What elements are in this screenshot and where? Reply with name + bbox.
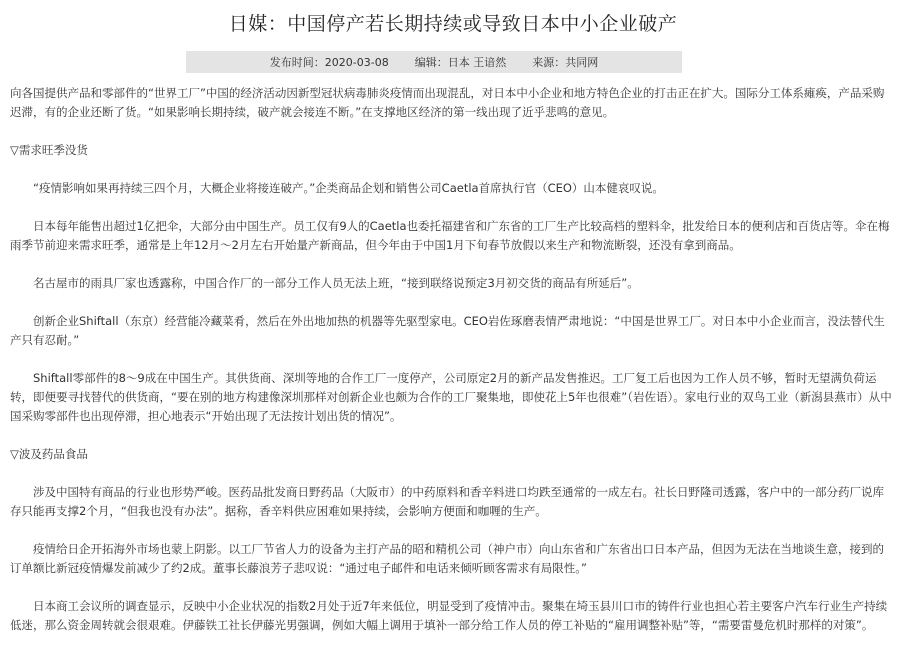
section-heading-demand: ▽需求旺季没货 (10, 143, 88, 157)
paragraph: 涉及中国特有商品的行业也形势严峻。医药品批发商日野药品（大阪市）的中药原料和香辛料进口均跌至通常的一成左右。社长日野隆司透露，客户中的一部分药厂说库存只能再支撑2个月，“但我也没有办法”。据称，香辛料供应困难如果持续，会影响方便面和咖喱的生产。 (10, 485, 884, 518)
paragraph: 名古屋市的雨具厂家也透露称，中国合作厂的一部分工作人员无法上班，“接到联络说预定3月初交货的商品有所延后”。 (33, 276, 639, 290)
article-body (10, 84, 895, 654)
publish-date: 发布时间：2020-03-08 (269, 56, 389, 69)
article-meta-bar (186, 51, 682, 73)
paragraph: 日本商工会议所的调查显示，反映中小企业状况的指数2月处于近7年来低位，明显受到了疫情冲击。聚集在埼玉县川口市的铸件行业也担心若主要客户汽车行业生产持续低迷，那么资金周转就会很艰难。伊藤铁工社长伊藤光男强调，例如大幅上调用于填补一部分给工作人员的停工补贴的“雇用调整补贴”等，“需要雷曼危机时那样的对策”。 (10, 599, 888, 632)
intro-paragraph: 向各国提供产品和零部件的“世界工厂”中国的经济活动因新型冠状病毒肺炎疫情而出现混乱，对日本中小企业和地方特色企业的打击正在扩大。国际分工体系瘫痪，产品采购迟滞，有的企业还断了货。“如果影响长期持续，破产就会接连不断。”在支撑地区经济的第一线出现了近乎悲鸣的意见。 (10, 86, 885, 119)
section-heading-medicine: ▽波及药品食品 (10, 447, 88, 461)
paragraph: “疫情影响如果再持续三四个月，大概企业将接连破产。”企类商品企划和销售公司Caetla首席执行官（CEO）山本健哀叹说。 (33, 181, 664, 195)
article-title: 日媒：中国停产若长期持续或导致日本中小企业破产 (228, 12, 678, 35)
paragraph: 疫情给日企开拓海外市场也蒙上阴影。以工厂节省人力的设备为主打产品的昭和精机公司（神户市）向山东省和广东省出口日本产品，但因为无法在当地谈生意，接到的订单额比新冠疫情爆发前减少了约2成。董事长藤浪芳子悲叹说：“通过电子邮件和电话来倾听顾客需求有局限性。” (10, 542, 884, 575)
paragraph: 创新企业Shiftall（东京）经营能冷藏菜肴，然后在外出地加热的机器等先驱型家电。CEO岩佐琢磨表情严肃地说：“中国是世界工厂。对日本中小企业而言，没法替代生产只有忍耐。” (10, 314, 885, 347)
source-info: 来源：共同网 (532, 56, 599, 69)
editor-info: 编辑：日本 王谙然 (414, 56, 507, 69)
paragraph: 日本每年能售出超过1亿把伞，大部分由中国生产。员工仅有9人的Caetla也委托福建省和广东省的工厂生产比较高档的塑料伞，批发给日本的便利店和百货店等。伞在梅雨季节前迎来需求旺季，通常是上年12月～2月左右开始量产新商品，但今年由于中国1月下旬春节放假以来生产和物流断裂，还没有拿到商品。 (10, 219, 890, 252)
paragraph: Shiftall零部件的8～9成在中国生产。其供货商、深圳等地的合作工厂一度停产，公司原定2月的新产品发售推迟。工厂复工后也因为工作人员不够，暂时无望满负荷运转，即便要寻找替代的供货商，“要在别的地方构建像深圳那样对创新企业也颇为合作的工厂聚集地，即使花上5年也很难”（岩佐语）。家电行业的双鸟工业（新潟县燕市）从中国采购零部件也出现停滞，担心地表示“开始出现了无法按计划出货的情况”。 (10, 371, 892, 423)
